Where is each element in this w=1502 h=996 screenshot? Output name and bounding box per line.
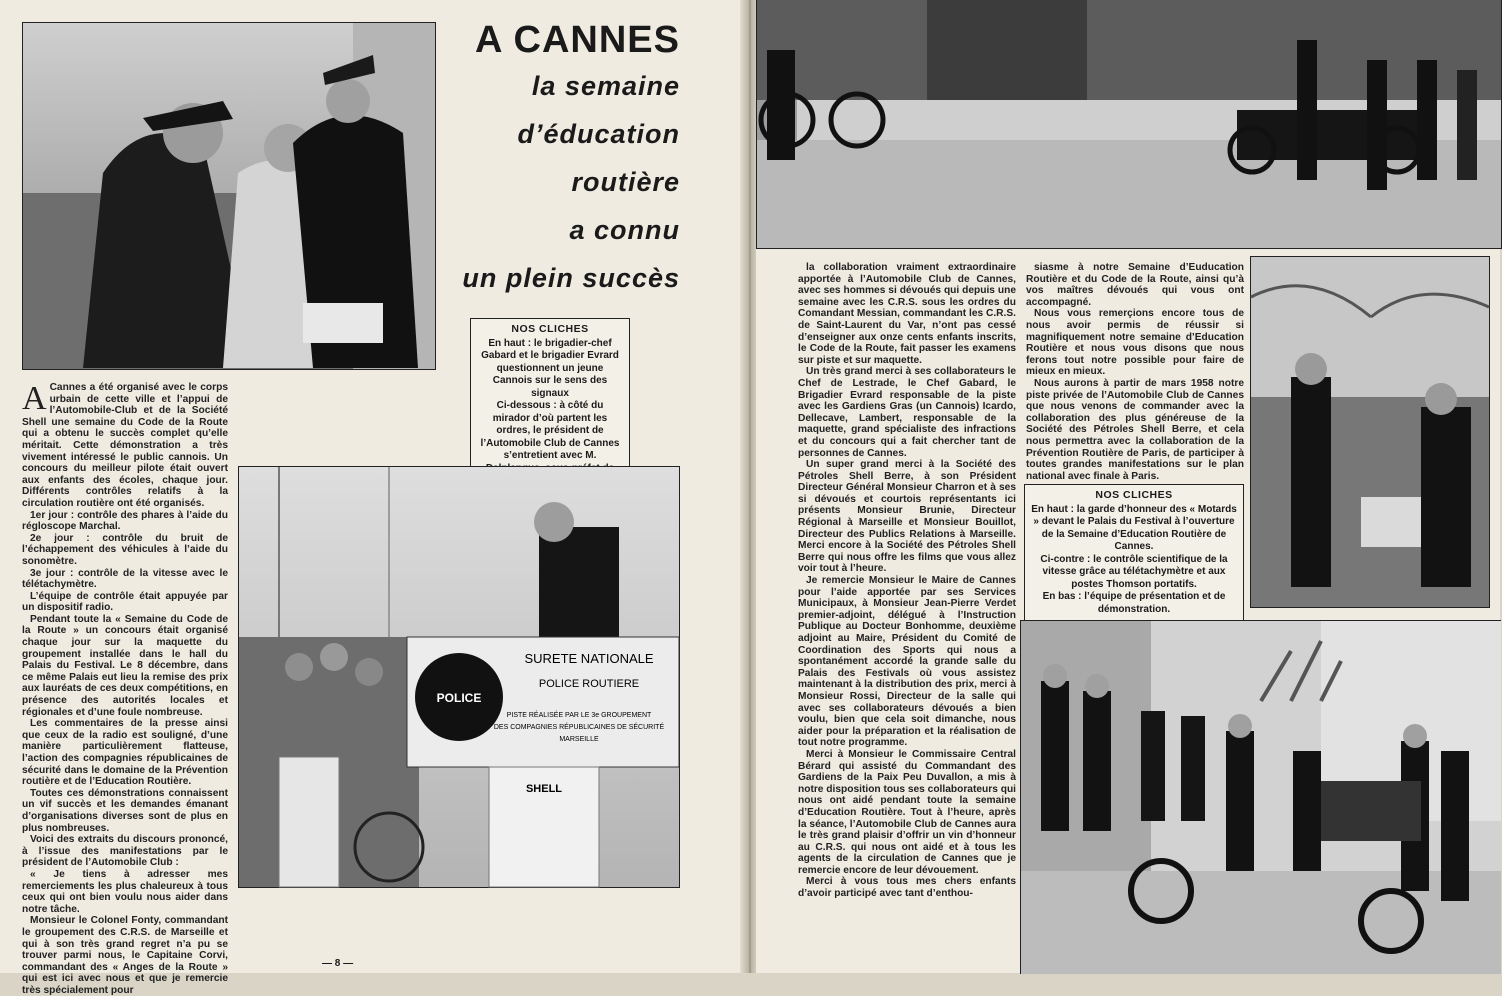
left-page xyxy=(0,0,744,996)
article-column xyxy=(22,380,228,996)
paragraph: Nous vous remerçions encore tous de nous avoir permis de réussir si magnifiquement notre semaine d’Education Routière et nous vous disons que nous ferons tout notre possible pour faire de mieux en mieux. xyxy=(1026,308,1244,378)
paragraph: Merci à Monsieur le Commissaire Central Bérard qui assisté du Commandant des Gardiens de la Paix Peu Duvallon, a mis à notre disposition tous ses collaborateurs qui nous ont aidé pendant toute la semaine d’Education Routière. Tout à l’heure, après la séance, l’Automobile Club de Cannes aura le très grand plaisir d’offrir un vin d’honneur au C.R.S. qui nous ont aidé et à tous les agents de la circulation de Cannes que je remercie encore de leur dévouement. xyxy=(798,748,1016,876)
paragraph: Merci à vous tous mes chers enfants d’avoir participé avec tant d’enthou- xyxy=(798,876,1016,900)
paragraph: Monsieur le Colonel Fonty, commandant le groupement des C.R.S. de Marseille et qui à son très grand regret n’a pu se trouver parmi nous, le Capitaine Corvi, commandant des « Anges de la Route » qui est ici avec nous et que je remercie très spécialement pour xyxy=(22,915,228,996)
caption-text: Ci-dessous : à côté du mirador d’où partent les ordres, le président de l’Automobile Club de Cannes s’entretient avec M. xyxy=(480,400,620,461)
paragraph: L’équipe de contrôle était appuyée par un dispositif radio. xyxy=(22,590,228,614)
right-page xyxy=(756,0,1500,973)
paragraph: Pendant toute la « Semaine du Code de la Route » un concours était organisé chaque jour sur la maquette du groupement installée dans le hall du Palais du Festival. Le 8 décembre, dans ce même Palais eut lieu la remise des prix aux lauréats de ces deux compétitions, en présence des autorités locales et régionales et d’une foule nombreuse. xyxy=(22,613,228,718)
photo-presentation-team xyxy=(1020,620,1501,974)
headline-title: A CANNES xyxy=(474,19,680,61)
podium-text: PISTE RÉALISÉE PAR LE 3e GROUPEMENT xyxy=(506,712,652,719)
paragraph: 3e jour : contrôle de la vitesse avec le télétachymètre. xyxy=(22,567,228,591)
podium-text: POLICE ROUTIERE xyxy=(538,678,640,690)
paragraph: Toutes ces démonstrations connaissent un vif succès et les demandes émanant d’organisations diverses sont de plus en plus nombreuses. xyxy=(22,787,228,834)
headline-line: d’éducation xyxy=(517,119,680,149)
paragraph: 1er jour : contrôle des phares à l’aide du régloscope Marchal. xyxy=(22,509,228,533)
police-badge-text: POLICE xyxy=(436,691,482,705)
photo-caption-box xyxy=(1024,484,1244,621)
paragraph: 2e jour : contrôle du bruit de l’échappement des véhicules à l’aide du sonomètre. xyxy=(22,532,228,567)
caption-text: En bas : l’équipe de présentation et de démonstration. xyxy=(1042,591,1226,615)
paragraph: Les commentaires de la presse ainsi que ceux de la radio est souligné, d’une manière particulièrement flatteuse, l’action des compagnies républicaines de sécurité dans le domaine de la Prévention routière et de l’Education Routière. xyxy=(22,718,228,788)
caption-text: En haut : le brigadier-chef Gabard et le brigadier Evrard questionnent un jeune Cannois sur le sens des signaux xyxy=(481,337,619,399)
page-number: — 8 — xyxy=(322,958,354,969)
paragraph: la collaboration vraiment extraordinaire apportée à l’Automobile Club de Cannes, avec ses hommes si dévoués qui depuis une semaine avec les C.R.S. sous les ordres du Comandant Messian, commandant les C.R.S. de Saint-Laurent du Var, n’ont pas cessé d’enseigner aux onze cents enfants inscrits, le Code de la Route, fait passer les examens sur piste et sur maquette. xyxy=(798,262,1016,366)
drop-cap: A xyxy=(22,380,47,417)
paragraph: « Je tiens à adresser mes remerciements les plus chaleureux à tous ceux qui ont bien voulu nous aider dans notre tâche. xyxy=(22,868,228,915)
paragraph: Cannes a été organisé avec le corps urbain de cette ville et l’appui de l’Automobile-Club et de la Société Shell une semaine du Code de la Route qui a obtenu le succès complet qu’elle méritait. Cette démonstration a très vivement intéressé le public cannois. Un concours du meilleur pilote était ouvert aux enfants des écoles, chaque jour. Différents contrôles relatifs à la circulation routière ont été organisés. xyxy=(22,382,228,509)
caption-text: Ci-contre : le contrôle scientifique de la vitesse grâce au télétachymètre et aux postes Thomson portatifs. xyxy=(1040,553,1228,590)
photo-motorcycle-guard-palais xyxy=(756,0,1502,249)
caption-text: En haut : la garde d’honneur des « Motards » devant le Palais du Festival à l’ouverture de la Semaine d’Education Routière de Cannes. xyxy=(1031,503,1237,552)
paragraph: siasme à notre Semaine d’Euducation Routière et du Code de la Route, ainsi qu’à vos maîtres dévoués qui vous ont accompagné. xyxy=(1026,262,1244,308)
photo-podium-speech xyxy=(238,466,680,888)
shell-sign-text: SHELL xyxy=(525,783,563,795)
article-headline xyxy=(452,18,680,302)
podium-text: MARSEILLE xyxy=(559,736,599,743)
podium-text: SURETE NATIONALE xyxy=(524,651,654,666)
headline-line: un plein succès xyxy=(462,263,680,293)
photo-speed-control xyxy=(1250,256,1490,608)
paragraph: Voici des extraits du discours prononcé, à l’issue des manifestations par le président de l’Automobile Club : xyxy=(22,834,228,869)
paragraph: Je remercie Monsieur le Maire de Cannes pour l’aide apportée par ses Services Municipaux, à Monsieur Jean-Pierre Verdet premier-adjoint, délégué à l’Instruction Publique au Docteur Bonhomme, deuxième adjoint au Maire, Président du Comité de Coordination des Sports qui nous a spontanément accordé la grande salle du Palais des Festivals où vous assistez maintenant à la distribution des prix, merci à Monsieur Rossi, Directeur de la salle qui avec ses collaborateurs dévoués a bien voulu, bien que cela soit dimanche, nous aider pour la préparation et la réalisation de tout notre programme. xyxy=(798,575,1016,749)
article-column xyxy=(798,262,1016,962)
headline-line: la semaine xyxy=(531,71,680,101)
caption-title: NOS CLICHES xyxy=(511,323,589,335)
photo-officers-questioning-boy xyxy=(22,22,436,370)
headline-line: routière xyxy=(571,167,680,197)
headline-line: a connu xyxy=(569,215,680,245)
caption-title: NOS CLICHES xyxy=(1095,489,1173,501)
paragraph: Un super grand merci à la Société des Pétroles Shell Berre, à son Président Directeur Général Monsieur Charron et à ses si dévoués et courtois représentants ici présents Monsieur Brunie, Directeur Régional à Marseille et Monsieur Bouillot, Directeur des Publics Relations à Marseille. Merci encore à la Société des Pétroles Shell Berre qui nous offre les films que vous allez voir tout à l’heure. xyxy=(798,459,1016,575)
paragraph: Nous aurons à partir de mars 1958 notre piste privée de l’Automobile Club de Cannes que nous venons de commander avec la collaboration des plus généreuse de la Société des Pétroles Shell Berre, et cela nous permettra avec la collaboration de la Prévention Routière de Paris, de participer à toutes grandes manifestations sur le plan national avec finale à Paris. xyxy=(1026,377,1244,482)
paragraph: Un très grand merci à ses collaborateurs le Chef de Lestrade, le Chef Gabard, le Brigadier Evrard responsable de la piste avec les Gardiens Gras (un Cannois) Icardo, Dellecave, Lambert, responsable de la maquette, grand spécialiste des infractions et du concours qui a fait chercher tant de personnes de Cannes. xyxy=(798,366,1016,459)
podium-text: DES COMPAGNIES RÉPUBLICAINES DE SÉCURITÉ xyxy=(493,724,665,731)
article-column xyxy=(1026,262,1244,480)
